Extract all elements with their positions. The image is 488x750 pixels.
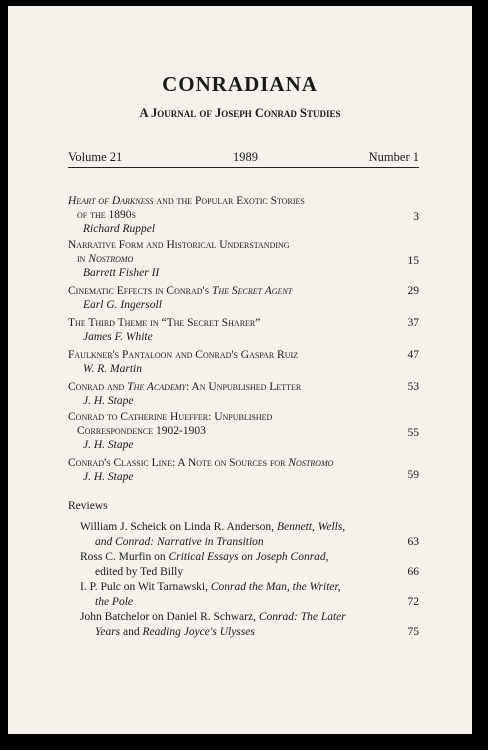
toc-entry: Conrad to Catherine Hueffer: Unpublished Correspondence 1902-1903 J. H. Stape 55 [68, 411, 419, 451]
toc-entry: The Third Theme in “The Secret Sharer” James F. White 37 [68, 317, 419, 343]
page-number: 72 [407, 596, 419, 608]
author: J. H. Stape [83, 395, 134, 407]
page-number: 59 [407, 469, 419, 481]
journal-subtitle: A Journal of Joseph Conrad Studies [139, 106, 341, 120]
page-number: 47 [407, 349, 419, 361]
author: J. H. Stape [83, 439, 134, 451]
review-entry: John Batchelor on Daniel R. Schwarz, Conrad: The Later Years and Reading Joyce's Ulysses 75 [80, 611, 419, 638]
review-entry: William J. Scheick on Linda R. Anderson, Bennett, Wells, and Conrad: Narrative in Transition 63 [80, 521, 419, 548]
page-number: 75 [407, 626, 419, 638]
page-number: 53 [407, 381, 419, 393]
page-number: 37 [407, 317, 419, 329]
page-number: 63 [407, 536, 419, 548]
review-entry: I. P. Pulc on Wit Tarnawski, Conrad the Man, the Writer, the Pole 72 [80, 581, 419, 608]
page-number: 15 [407, 255, 419, 267]
toc-entry: Heart of Darkness and the Popular Exotic Stories of the 1890s Richard Ruppel 3 [68, 195, 419, 235]
author: Barrett Fisher II [83, 267, 160, 279]
journal-page [8, 6, 472, 734]
reviews-heading: Reviews [68, 500, 108, 512]
issue-line [68, 150, 419, 168]
toc-entry: Conrad and The Academy: An Unpublished Letter J. H. Stape 53 [68, 381, 419, 407]
toc-entry: Faulkner's Pantaloon and Conrad's Gaspar Ruiz W. R. Martin 47 [68, 349, 419, 375]
page-number: 3 [413, 211, 419, 223]
review-entry: Ross C. Murfin on Critical Essays on Joseph Conrad, edited by Ted Billy 66 [80, 551, 419, 578]
year: 1989 [232, 150, 258, 164]
author: Earl G. Ingersoll [83, 299, 162, 311]
toc-entry: Narrative Form and Historical Understanding in Nostromo Barrett Fisher II 15 [68, 239, 419, 279]
author: Richard Ruppel [83, 223, 156, 235]
author: W. R. Martin [83, 363, 142, 375]
toc-entry: Conrad's Classic Line: A Note on Sources for Nostromo J. H. Stape 59 [68, 457, 419, 483]
author: J. H. Stape [83, 471, 134, 483]
journal-title: CONRADIANA [162, 72, 318, 96]
page-number: 66 [407, 566, 419, 578]
number: Number 1 [368, 150, 419, 164]
author: James F. White [83, 331, 153, 343]
page-number: 29 [407, 285, 419, 297]
volume: Volume 21 [68, 150, 123, 164]
toc-entry: Cinematic Effects in Conrad's The Secret Agent Earl G. Ingersoll 29 [68, 285, 419, 311]
page-number: 55 [407, 427, 419, 439]
